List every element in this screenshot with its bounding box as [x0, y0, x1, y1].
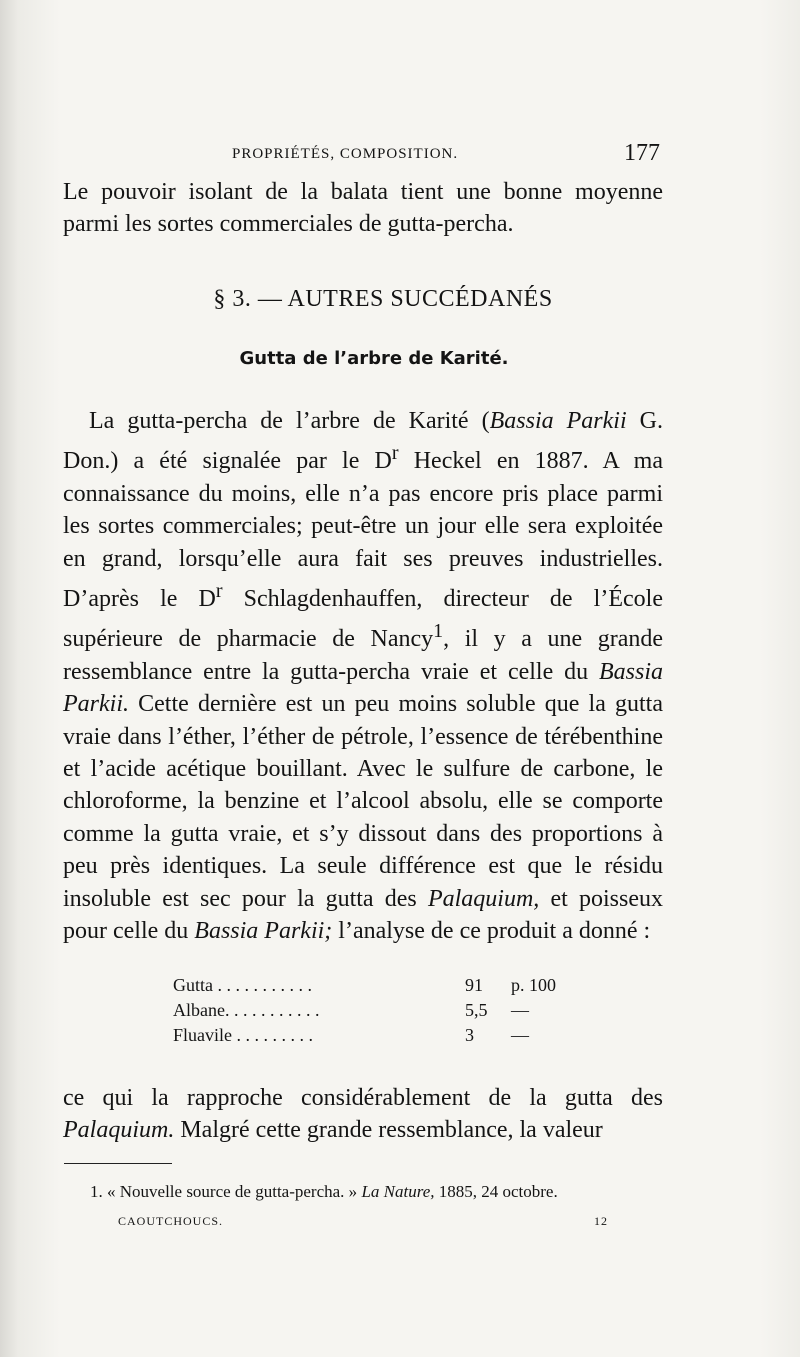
table-row	[173, 975, 573, 1000]
italic-run: Bassia Parkii	[489, 408, 627, 434]
superscript: r	[215, 580, 223, 603]
superscript: r	[391, 442, 399, 465]
row-unit: —	[511, 1025, 529, 1045]
row-unit: —	[511, 1000, 529, 1020]
page-header	[232, 140, 660, 180]
italic-run: Bassia Parkii.	[63, 658, 663, 718]
row-unit: p. 100	[511, 975, 556, 995]
row-label: Gutta . . . . . . . . . . .	[173, 975, 312, 995]
section-title-text: § 3. — AUTRES SUCCÉDANÉS	[213, 286, 553, 312]
text-run: Heckel en 1887. A ma connaissance du moins, elle n’a pas encore pris place parmi les sortes commerciales; peut-être un jour elle sera exploitée en grand, lorsqu’elle aura fait ses preuves industrielles. D’après le D	[63, 448, 663, 613]
text-run: Malgré cette grande ressemblance, la valeur	[174, 1117, 603, 1144]
text-run: ce qui la rapproche considérablement de la gutta des	[63, 1085, 663, 1111]
section-title	[0, 286, 800, 313]
table-row	[173, 1000, 573, 1025]
paragraph-karite	[63, 405, 663, 948]
footnote-reference: 1	[433, 620, 444, 643]
italic-run: Palaquium,	[427, 885, 540, 912]
text-run: Schlagdenhauffen, directeur de l’École supérieure de pharmacie de Nancy	[63, 586, 663, 653]
paragraph-conclusion	[63, 1082, 663, 1147]
signature-text: CAOUTCHOUCS.	[118, 1214, 224, 1228]
signature-number: 12	[594, 1214, 608, 1228]
row-value: 91	[465, 975, 483, 995]
subsection-title-text: Gutta de l’arbre de Karité.	[239, 348, 509, 369]
text-run: l’analyse de ce produit a donné :	[332, 918, 651, 945]
row-label: Albane. . . . . . . . . . .	[173, 1000, 320, 1020]
text-run: Cette dernière est un peu moins soluble que la gutta vraie dans l’éther, l’éther de pétrole, l’essence de térébenthine et l’acide acétique bouillant. Avec le sulfure de carbone, le chloroforme, la benzine et l’alcool absolu, elle se comporte comme la gutta vraie, et s’y dissout dans des proportions à peu près identiques. La seule différence est que le résidu insoluble est sec pour la gutta des	[63, 691, 663, 912]
text-run: La gutta-percha de l’arbre de Karité (	[89, 408, 490, 434]
italic-run: La Nature,	[361, 1182, 435, 1201]
printer-signature	[118, 1214, 608, 1229]
page-number: 177	[624, 140, 660, 166]
footnote	[90, 1182, 660, 1202]
running-title: PROPRIÉTÉS, COMPOSITION.	[232, 146, 459, 162]
paragraph-balata: Le pouvoir isolant de la balata tient une bonne moyenne parmi les sortes commerciales de gutta-percha.	[63, 179, 663, 238]
text-run: et poisseux pour celle du	[63, 885, 664, 945]
row-value: 5,5	[465, 1000, 488, 1020]
row-label: Fluavile . . . . . . . . .	[173, 1025, 313, 1045]
table-row	[173, 1025, 573, 1050]
text-run: 1885, 24 octobre.	[434, 1182, 558, 1201]
analysis-table	[173, 975, 573, 1050]
subsection-title	[0, 348, 800, 369]
text-run: G. Don.) a été signalée par le D	[63, 408, 663, 475]
italic-run: Palaquium.	[63, 1117, 175, 1144]
italic-run: Bassia Parkii;	[194, 918, 333, 945]
text-run: , il y a une grande ressemblance entre la gutta-percha vraie et celle du	[63, 626, 664, 685]
text-run: 1. « Nouvelle source de gutta-percha. »	[90, 1182, 362, 1201]
row-value: 3	[465, 1025, 474, 1045]
footnote-divider	[64, 1163, 172, 1164]
